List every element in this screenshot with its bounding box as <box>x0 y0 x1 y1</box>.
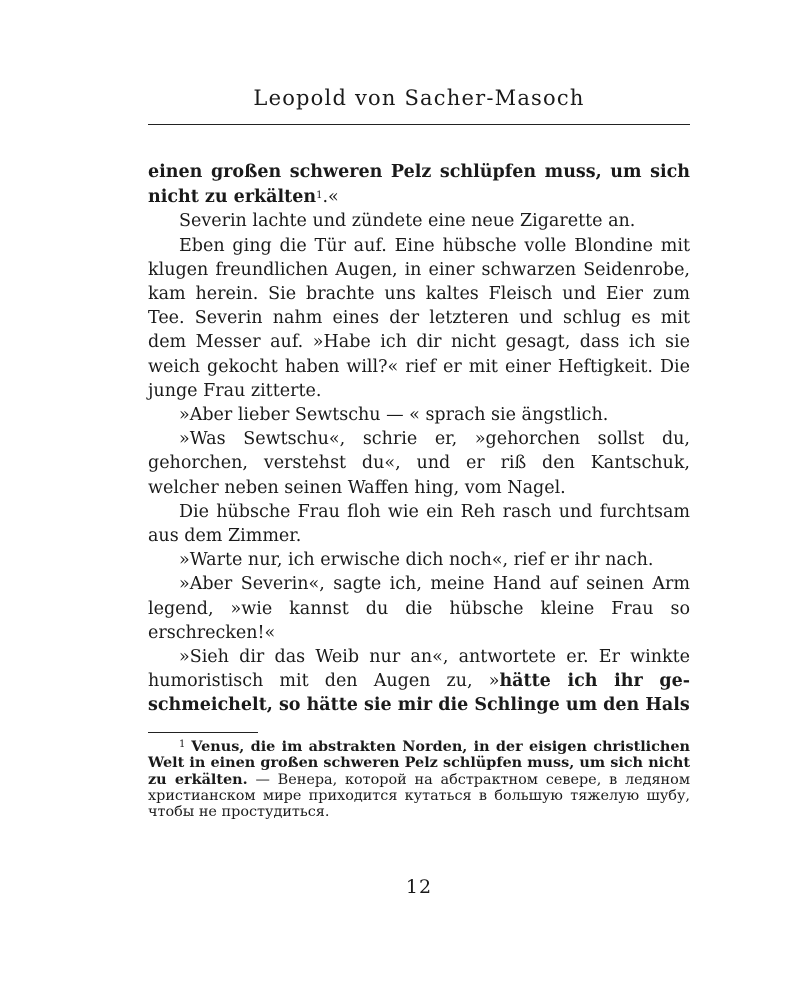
paragraph-3: Eben ging die Tür auf. Eine hübsche volle Blondine mit klugen freundlichen Augen, in einer schwarzen Seidenrobe, kam herein. Sie brachte uns kaltes Fleisch und Eier zum Tee. Severin nahm eines der letzteren und schlug es mit dem Messer auf. »Habe ich dir nicht gesagt, dass ich sie weich gekocht haben will?« rief er mit einer Heftigkeit. Die junge Frau zitterte. <box>148 235 690 401</box>
paragraph-1 <box>148 160 690 209</box>
paragraph-5: »Was Sewtschu«, schrie er, »gehorchen sollst du, gehorchen, verstehst du«, und er riß den Kantschuk, welcher neben seinen Waffen hing, vom Nagel. <box>148 429 690 498</box>
header-rule <box>148 124 690 125</box>
bold-text: einen großen schweren Pelz schlüpfen muss, um sich nicht zu erkälten <box>148 162 690 208</box>
footnote <box>148 737 690 820</box>
footnote-number: 1 <box>179 739 186 750</box>
paragraph-8: »Aber Severin«, sagte ich, meine Hand auf seinen Arm legend, »wie kannst du die hübsche kleine Frau so erschrecken!« <box>148 574 690 643</box>
paragraph-2: Severin lachte und zündete eine neue Zigarette an. <box>179 211 636 232</box>
page-number: 12 <box>405 876 433 898</box>
footnote-translation: — Венера, которой на абстрактном севере, в ледяном христианском мире приходится кутаться в большую тяжелую шубу, чтобы не простудиться. <box>148 771 691 821</box>
paragraph-9 <box>148 645 690 718</box>
bold-text: hätte ich ihr geschmeichelt, so hätte sie mir die Schlinge um den Hals <box>148 671 690 716</box>
footnote-reference: 1 <box>316 190 323 202</box>
running-head: Leopold von Sacher-Masoch <box>253 86 585 110</box>
paragraph-7: »Warte nur, ich erwische dich noch«, rief er ihr nach. <box>179 550 654 571</box>
paragraph-1-tail: .« <box>322 187 339 208</box>
paragraph-9-text: »Sieh dir das Weib nur an«, antwortete er. Er winkte humoristisch mit den Augen zu, » <box>148 647 690 692</box>
footnote-rule <box>148 732 258 733</box>
footnote-bold-text: Venus, die im abstrakten Norden, in der eisigen christlichen Welt in einen großen schweren Pelz schlüpfen muss, um sich nicht zu erkälten. <box>148 738 690 788</box>
paragraph-4: »Aber lieber Sewtschu — « sprach sie ängstlich. <box>179 405 609 426</box>
paragraph-6: Die hübsche Frau floh wie ein Reh rasch und furchtsam aus dem Zimmer. <box>148 501 690 547</box>
body-text <box>148 160 690 718</box>
